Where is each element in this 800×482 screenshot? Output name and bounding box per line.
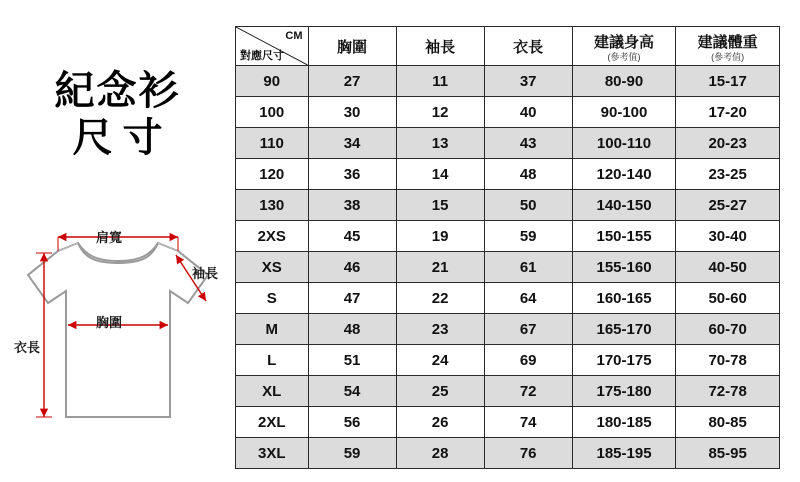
- cell-size: 130: [236, 190, 309, 221]
- cell-sleeve: 15: [396, 190, 484, 221]
- cell-length: 72: [484, 376, 572, 407]
- cell-size: 2XS: [236, 221, 309, 252]
- table-row: [236, 66, 780, 97]
- cell-size: 3XL: [236, 438, 309, 469]
- cell-weight: 72-78: [676, 376, 780, 407]
- table-body: [236, 66, 780, 469]
- cell-chest: 47: [308, 283, 396, 314]
- table-row: [236, 252, 780, 283]
- cell-sleeve: 21: [396, 252, 484, 283]
- header-chest-label: 胸圍: [337, 38, 368, 56]
- cell-length: 61: [484, 252, 572, 283]
- cell-sleeve: 25: [396, 376, 484, 407]
- cell-chest: 45: [308, 221, 396, 252]
- cell-length: 48: [484, 159, 572, 190]
- header-length-label: 衣長: [513, 38, 544, 56]
- tshirt-diagram: [0, 205, 235, 450]
- header-length: [484, 27, 572, 66]
- body-length-label: 衣長: [14, 340, 41, 355]
- table-row: [236, 128, 780, 159]
- cell-size: XS: [236, 252, 309, 283]
- cell-size: 90: [236, 66, 309, 97]
- header-chest: [308, 27, 396, 66]
- cell-weight: 50-60: [676, 283, 780, 314]
- header-sleeve-label: 袖長: [425, 38, 456, 56]
- title-line-2: 尺寸: [72, 116, 173, 161]
- cell-weight: 85-95: [676, 438, 780, 469]
- cell-height: 80-90: [572, 66, 676, 97]
- cell-chest: 48: [308, 314, 396, 345]
- left-panel: [0, 0, 235, 482]
- cell-height: 175-180: [572, 376, 676, 407]
- cell-chest: 46: [308, 252, 396, 283]
- cell-chest: 30: [308, 97, 396, 128]
- cell-height: 160-165: [572, 283, 676, 314]
- cell-height: 90-100: [572, 97, 676, 128]
- cell-size: L: [236, 345, 309, 376]
- cell-chest: 36: [308, 159, 396, 190]
- cell-sleeve: 28: [396, 438, 484, 469]
- cell-size: XL: [236, 376, 309, 407]
- cell-weight: 40-50: [676, 252, 780, 283]
- cell-weight: 23-25: [676, 159, 780, 190]
- cell-length: 59: [484, 221, 572, 252]
- table-row: [236, 407, 780, 438]
- cell-height: 120-140: [572, 159, 676, 190]
- table-corner-header: [236, 27, 309, 66]
- cell-chest: 59: [308, 438, 396, 469]
- header-weight: [676, 27, 780, 66]
- cell-size: S: [236, 283, 309, 314]
- table-row: [236, 159, 780, 190]
- table-row: [236, 221, 780, 252]
- cell-length: 37: [484, 66, 572, 97]
- cell-height: 170-175: [572, 345, 676, 376]
- cell-sleeve: 13: [396, 128, 484, 159]
- size-table: [235, 26, 780, 469]
- table-row: [236, 345, 780, 376]
- cell-weight: 17-20: [676, 97, 780, 128]
- cell-weight: 20-23: [676, 128, 780, 159]
- cell-height: 150-155: [572, 221, 676, 252]
- cell-length: 64: [484, 283, 572, 314]
- cell-chest: 56: [308, 407, 396, 438]
- cell-height: 155-160: [572, 252, 676, 283]
- header-height: [572, 27, 676, 66]
- cell-weight: 60-70: [676, 314, 780, 345]
- cell-sleeve: 19: [396, 221, 484, 252]
- cell-weight: 70-78: [676, 345, 780, 376]
- chest-width-label: 胸圍: [96, 315, 123, 330]
- cell-sleeve: 11: [396, 66, 484, 97]
- cell-size: 110: [236, 128, 309, 159]
- header-height-sub: (參考值): [607, 51, 641, 62]
- cell-size: 2XL: [236, 407, 309, 438]
- cell-sleeve: 26: [396, 407, 484, 438]
- table-row: [236, 97, 780, 128]
- cell-length: 69: [484, 345, 572, 376]
- cell-sleeve: 24: [396, 345, 484, 376]
- cell-height: 140-150: [572, 190, 676, 221]
- cell-chest: 54: [308, 376, 396, 407]
- table-row: [236, 283, 780, 314]
- table-row: [236, 190, 780, 221]
- cell-length: 43: [484, 128, 572, 159]
- cell-sleeve: 12: [396, 97, 484, 128]
- header-weight-sub: (參考值): [711, 51, 745, 62]
- table-row: [236, 376, 780, 407]
- header-sleeve: [396, 27, 484, 66]
- shoulder-width-label: 肩寬: [96, 230, 123, 245]
- cell-weight: 15-17: [676, 66, 780, 97]
- cell-chest: 38: [308, 190, 396, 221]
- cell-size: M: [236, 314, 309, 345]
- table-row: [236, 438, 780, 469]
- cell-length: 76: [484, 438, 572, 469]
- cell-height: 100-110: [572, 128, 676, 159]
- table-header-row: [236, 27, 780, 66]
- page-title: [0, 68, 235, 162]
- cell-weight: 80-85: [676, 407, 780, 438]
- cell-length: 50: [484, 190, 572, 221]
- cell-height: 165-170: [572, 314, 676, 345]
- header-height-label: 建議身高: [594, 33, 655, 51]
- sleeve-length-label: 袖長: [192, 266, 219, 281]
- cell-chest: 34: [308, 128, 396, 159]
- cell-chest: 51: [308, 345, 396, 376]
- cell-sleeve: 14: [396, 159, 484, 190]
- cell-chest: 27: [308, 66, 396, 97]
- cell-size: 120: [236, 159, 309, 190]
- cell-weight: 30-40: [676, 221, 780, 252]
- size-axis-label: 對應尺寸: [240, 50, 284, 62]
- cell-height: 180-185: [572, 407, 676, 438]
- cell-length: 67: [484, 314, 572, 345]
- cell-sleeve: 22: [396, 283, 484, 314]
- unit-label: CM: [285, 30, 303, 42]
- cell-length: 74: [484, 407, 572, 438]
- title-line-1: 紀念衫: [54, 69, 181, 113]
- table-row: [236, 314, 780, 345]
- cell-size: 100: [236, 97, 309, 128]
- cell-weight: 25-27: [676, 190, 780, 221]
- cell-length: 40: [484, 97, 572, 128]
- cell-sleeve: 23: [396, 314, 484, 345]
- header-weight-label: 建議體重: [697, 33, 758, 51]
- cell-height: 185-195: [572, 438, 676, 469]
